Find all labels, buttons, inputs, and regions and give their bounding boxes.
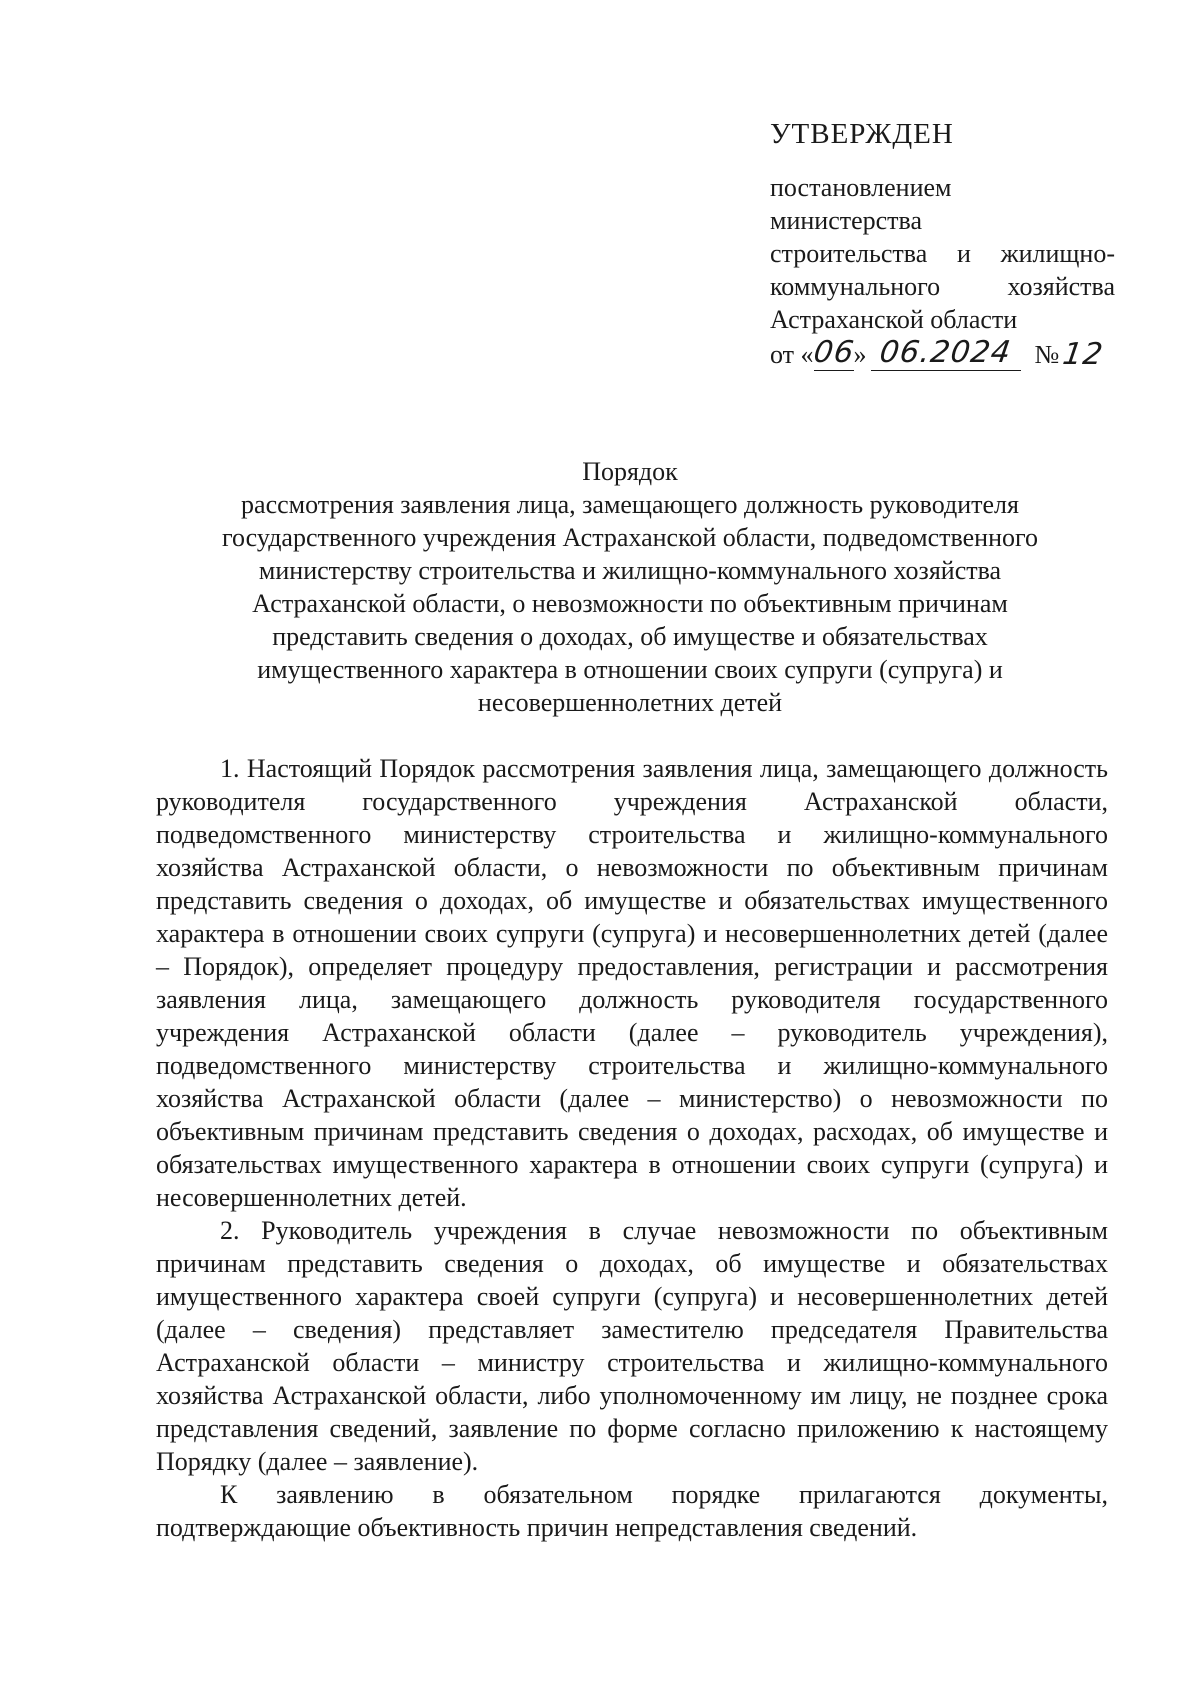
number-handwritten: 12 xyxy=(1060,337,1106,372)
date-day-handwritten: 06 xyxy=(811,335,857,370)
title-line-2: государственного учреждения Астраханской области, подведомственного xyxy=(221,523,1039,552)
approval-line-3 xyxy=(770,237,1115,270)
paragraph-3: К заявлению в обязательном порядке прилагаются документы, подтверждающие объективность причин непредставления сведений. xyxy=(156,1480,1108,1542)
title-line-6: имущественного характера в отношении своих супруги (супруга) и xyxy=(257,655,1003,684)
title-line-3: министерству строительства и жилищно-коммунального хозяйства xyxy=(258,556,1002,585)
date-month-year-handwritten: 06.2024 xyxy=(877,335,1014,370)
date-month-year-field xyxy=(871,336,1021,371)
approval-line-5: Астраханской области xyxy=(770,305,1018,334)
approval-line-4-word-2: хозяйства xyxy=(1007,272,1115,301)
document-body xyxy=(156,752,1108,1544)
approval-block xyxy=(770,118,1115,371)
title-line-4: Астраханской области, о невозможности по объективным причинам xyxy=(252,589,1008,618)
title-line-5: представить сведения о доходах, об имуществе и обязательствах xyxy=(272,622,988,651)
title-line-7: несовершеннолетних детей xyxy=(477,688,783,717)
title-line-1: рассмотрения заявления лица, замещающего должность руководителя xyxy=(241,490,1019,519)
document-title xyxy=(150,455,1110,719)
approval-line-2: министерства xyxy=(770,206,923,235)
approval-line-1: постановлением xyxy=(770,173,952,202)
paragraph-1: 1. Настоящий Порядок рассмотрения заявления лица, замещающего должность руководителя государственного учреждения Астраханской области, подведомственного министерству строительства и жилищно-коммунального хозяйства Астраханской области, о невозможности по объективным причинам представить сведения о доходах, об имуществе и обязательствах имущественного характера в отношении своих супруги (супруга) и несовершеннолетних детей (далее – Порядок), определяет процедуру предоставления, регистрации и рассмотрения заявления лица, замещающего должность руководителя государственного учреждения Астраханской области (далее – руководитель учреждения), подведомственного министерству строительства и жилищно-коммунального хозяйства Астраханской области (далее – министерство) о невозможности по объективным причинам представить сведения о доходах, расходах, об имуществе и обязательствах имущественного характера в отношении своих супруги (супруга) и несовершеннолетних детей. xyxy=(156,754,1108,1212)
approval-line-4-word-1: коммунального xyxy=(770,272,941,301)
approval-date-line xyxy=(770,336,1115,371)
approval-line-3-word-3: жилищно- xyxy=(1000,239,1115,268)
approval-title: УТВЕРЖДЕН xyxy=(770,118,954,150)
approval-line-4 xyxy=(770,270,1115,303)
paragraph-2: 2. Руководитель учреждения в случае невозможности по объективным причинам представить сведения о доходах, об имуществе и обязательствах имущественного характера своей супруги (супруга) и несовершеннолетних детей (далее – сведения) представляет заместителю председателя Правительства Астраханской области – министру строительства и жилищно-коммунального хозяйства Астраханской области, либо уполномоченному им лицу, не позднее срока представления сведений, заявление по форме согласно приложению к настоящему Порядку (далее – заявление). xyxy=(156,1216,1108,1476)
number-label: № xyxy=(1034,340,1060,369)
approval-line-3-word-1: строительства xyxy=(770,239,928,268)
approval-line-3-word-2: и xyxy=(956,239,971,268)
title-heading: Порядок xyxy=(582,457,678,486)
date-quote-close: » xyxy=(853,340,867,369)
date-prefix: от « xyxy=(770,340,814,369)
date-day-field xyxy=(811,335,857,371)
